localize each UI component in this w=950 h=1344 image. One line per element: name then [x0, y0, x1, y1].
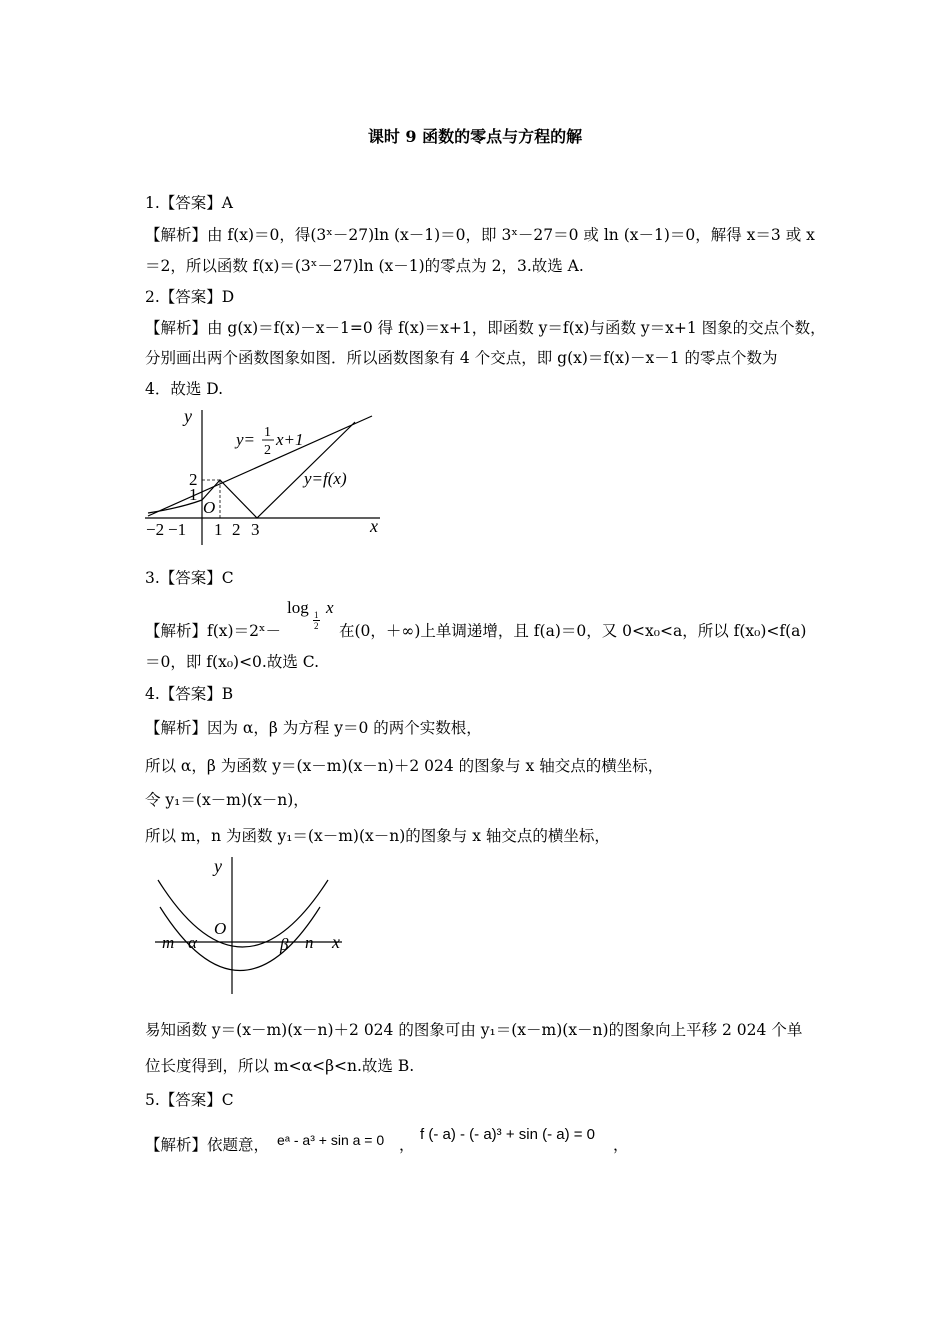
q3-log-base-num: 1	[314, 610, 319, 620]
q3-log-word: log	[287, 598, 309, 617]
q4-analysis-line6: 位长度得到，所以 m<α<β<n.故选 B.	[145, 1057, 415, 1075]
q2-tick-y-1: 1	[189, 485, 198, 504]
q1-analysis-line1: 【解析】由 f(x)＝0，得(3ˣ－27)ln (x－1)＝0，即 3ˣ－27＝0 或 ln (x－1)＝0，解得 x＝3 或 x	[145, 226, 815, 244]
q2-analysis-line2: 分别画出两个函数图象如图．所以函数图象有 4 个交点，即 g(x)＝f(x)－x－1 的零点个数为	[145, 349, 778, 367]
q4-analysis-line4: 所以 m，n 为函数 y₁＝(x－m)(x－n)的图象与 x 轴交点的横坐标，	[145, 827, 610, 845]
q3-analysis-line1-prefix: 【解析】f(x)＝2ˣ－	[145, 622, 282, 640]
q2-line-label-den: 2	[264, 443, 271, 458]
q4-label-m: m	[162, 933, 175, 952]
q4-origin-label: O	[214, 919, 227, 938]
q2-origin-label: O	[203, 498, 216, 517]
q1-analysis-line2: ＝2，所以函数 f(x)＝(3ˣ－27)ln (x－1)的零点为 2，3.故选 A.	[145, 257, 584, 275]
q3-log-arg: x	[326, 598, 334, 617]
q2-tick-x-2: 2	[232, 520, 241, 539]
q2-tick-x-neg1: −1	[168, 520, 187, 539]
q3-analysis-line1-suffix: 在(0，＋∞)上单调递增，且 f(a)＝0，又 0<x₀<a，所以 f(x₀)<f(a)	[339, 622, 807, 640]
q4-axis-x-label: x	[332, 932, 340, 952]
q2-line-label-suffix: x+1	[276, 430, 304, 449]
q3-log-expression	[287, 598, 337, 642]
q4-analysis-line1: 【解析】因为 α，β 为方程 y＝0 的两个实数根，	[145, 719, 482, 737]
q2-axis-x-label: x	[370, 516, 378, 536]
q4-analysis-line5: 易知函数 y＝(x－m)(x－n)＋2 024 的图象可由 y₁＝(x－m)(x－n)的图象向上平移 2 024 个单	[145, 1021, 803, 1039]
q4-answer: 4.【答案】B	[145, 685, 234, 703]
q5-separator-1: ，	[399, 1136, 415, 1154]
q2-answer: 2.【答案】D	[145, 288, 235, 306]
q3-answer: 3.【答案】C	[145, 569, 234, 587]
q4-label-alpha: α	[188, 933, 197, 952]
q2-tick-y-2: 2	[189, 470, 198, 489]
q2-function-graph	[140, 400, 390, 550]
q2-line-label-prefix: y=	[236, 430, 256, 449]
q4-analysis-line2: 所以 α，β 为函数 y＝(x－m)(x－n)＋2 024 的图象与 x 轴交点的横坐标，	[145, 757, 664, 775]
q2-tick-x-3: 3	[251, 520, 260, 539]
q2-line-label-num: 1	[264, 425, 271, 440]
q2-analysis-line3: 4．故选 D.	[145, 380, 224, 398]
q4-analysis-line3: 令 y₁＝(x－m)(x－n)，	[145, 791, 309, 809]
q2-curve-label: y=f(x)	[304, 469, 347, 488]
q4-axis-y-label: y	[214, 856, 222, 876]
q2-tick-x-neg2: −2	[146, 520, 165, 539]
q4-label-beta: β	[280, 935, 289, 954]
q1-answer: 1.【答案】A	[145, 194, 233, 212]
q4-parabola-graph	[150, 852, 350, 997]
q2-tick-x-1: 1	[214, 520, 223, 539]
page-title: 课时 9 函数的零点与方程的解	[367, 127, 583, 146]
q3-analysis-line2: ＝0，即 f(x₀)<0.故选 C.	[145, 653, 320, 671]
q4-label-n: n	[305, 933, 314, 952]
q3-log-base-den: 2	[314, 621, 319, 631]
q5-analysis-prefix: 【解析】依题意，	[145, 1136, 270, 1154]
q5-separator-2: ，	[613, 1136, 629, 1154]
q2-axis-y-label: y	[184, 406, 192, 426]
q5-formula-2: f (- a) - (- a)³ + sin (- a) = 0	[420, 1126, 596, 1143]
q5-answer: 5.【答案】C	[145, 1091, 234, 1109]
q2-analysis-line1: 【解析】由 g(x)＝f(x)－x－1=0 得 f(x)＝x+1，即函数 y＝f(x)与函数 y＝x+1 图象的交点个数，	[145, 319, 826, 337]
q5-formula-1: eᵃ - a³ + sin a = 0	[277, 1132, 385, 1148]
